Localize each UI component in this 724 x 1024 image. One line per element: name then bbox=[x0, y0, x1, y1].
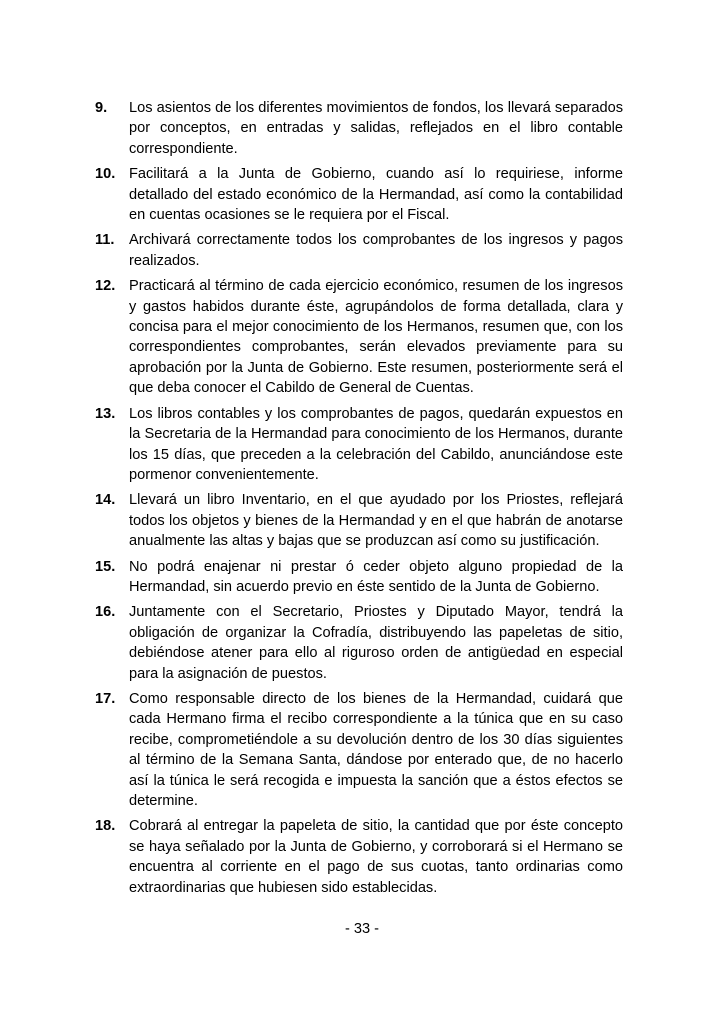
article-list bbox=[95, 98, 623, 903]
article-number: 12. bbox=[95, 278, 116, 295]
article-item bbox=[95, 490, 623, 551]
article-item bbox=[95, 557, 623, 598]
article-text: Como responsable directo de los bienes de la Hermandad, cuidará que cada Hermano firma el recibo correspondiente a la túnica que en su caso recibe, comprometiéndole a su devolución dentro de los 30 días siguientes al término de la Semana Santa, dándose por enterado que, de no hacerlo así la túnica le será recogida e impuesta la sanción que a éstos efectos se determine. bbox=[129, 690, 623, 809]
article-number: 15. bbox=[95, 558, 116, 575]
article-item bbox=[95, 230, 623, 271]
article-number: 10. bbox=[95, 166, 116, 183]
article-text: Juntamente con el Secretario, Priostes y Diputado Mayor, tendrá la obligación de organizar la Cofradía, distribuyendo las papeletas de sitio, debiéndose atener para ello al riguroso orden de antigüedad en especial para la asignación de puestos. bbox=[129, 604, 623, 682]
article-text: Practicará al término de cada ejercicio económico, resumen de los ingresos y gastos habidos durante éste, agrupándolos de forma detallada, clara y concisa para el mejor conocimiento de los Hermanos, resumen que, con los correspondientes comprobantes, serán elevados previamente para su aprobación por la Junta de Gobierno. Este resumen, posteriormente será el que deba conocer el Cabildo de General de Cuentas. bbox=[129, 278, 623, 397]
article-number: 9. bbox=[95, 100, 108, 116]
article-item bbox=[95, 276, 623, 398]
article-text: Facilitará a la Junta de Gobierno, cuando así lo requiriese, informe detallado del estado económico de la Hermandad, así como la contabilidad en cuentas ocasiones se le requiera por el Fiscal. bbox=[129, 166, 623, 224]
article-item bbox=[95, 98, 623, 159]
article-number: 17. bbox=[95, 690, 116, 707]
article-text: Los asientos de los diferentes movimientos de fondos, los llevará separados por conceptos, en entradas y salidas, reflejados en el libro contable correspondiente. bbox=[129, 100, 623, 157]
article-item bbox=[95, 689, 623, 811]
article-item bbox=[95, 164, 623, 225]
article-text: Los libros contables y los comprobantes de pagos, quedarán expuestos en la Secretaria de la Hermandad para conocimiento de los Hermanos, durante los 15 días, que preceden a la celebración del Cabildo, anunciándose este pormenor convenientemente. bbox=[129, 405, 623, 483]
article-number: 11. bbox=[95, 232, 115, 249]
article-number: 16. bbox=[95, 604, 116, 621]
article-text: No podrá enajenar ni prestar ó ceder objeto alguno propiedad de la Hermandad, sin acuerdo previo en éste sentido de la Junta de Gobierno. bbox=[129, 558, 623, 595]
article-item bbox=[95, 602, 623, 684]
article-item bbox=[95, 816, 623, 898]
article-text: Llevará un libro Inventario, en el que ayudado por los Priostes, reflejará todos los objetos y bienes de la Hermandad y en el que habrán de anotarse anualmente las altas y bajas que se produzcan así como su justificación. bbox=[129, 492, 623, 550]
article-item bbox=[95, 404, 623, 486]
article-number: 18. bbox=[95, 818, 116, 835]
article-number: 14. bbox=[95, 492, 116, 509]
page-number: - 33 - bbox=[344, 921, 380, 937]
article-text: Archivará correctamente todos los comprobantes de los ingresos y pagos realizados. bbox=[129, 232, 623, 269]
article-number: 13. bbox=[95, 405, 116, 422]
article-text: Cobrará al entregar la papeleta de sitio, la cantidad que por éste concepto se haya señalado por la Junta de Gobierno, y corroborará si el Hermano se encuentra al corriente en el pago de sus cuotas, tanto ordinarias como extraordinarias que hubiesen sido establecidas. bbox=[129, 818, 623, 896]
